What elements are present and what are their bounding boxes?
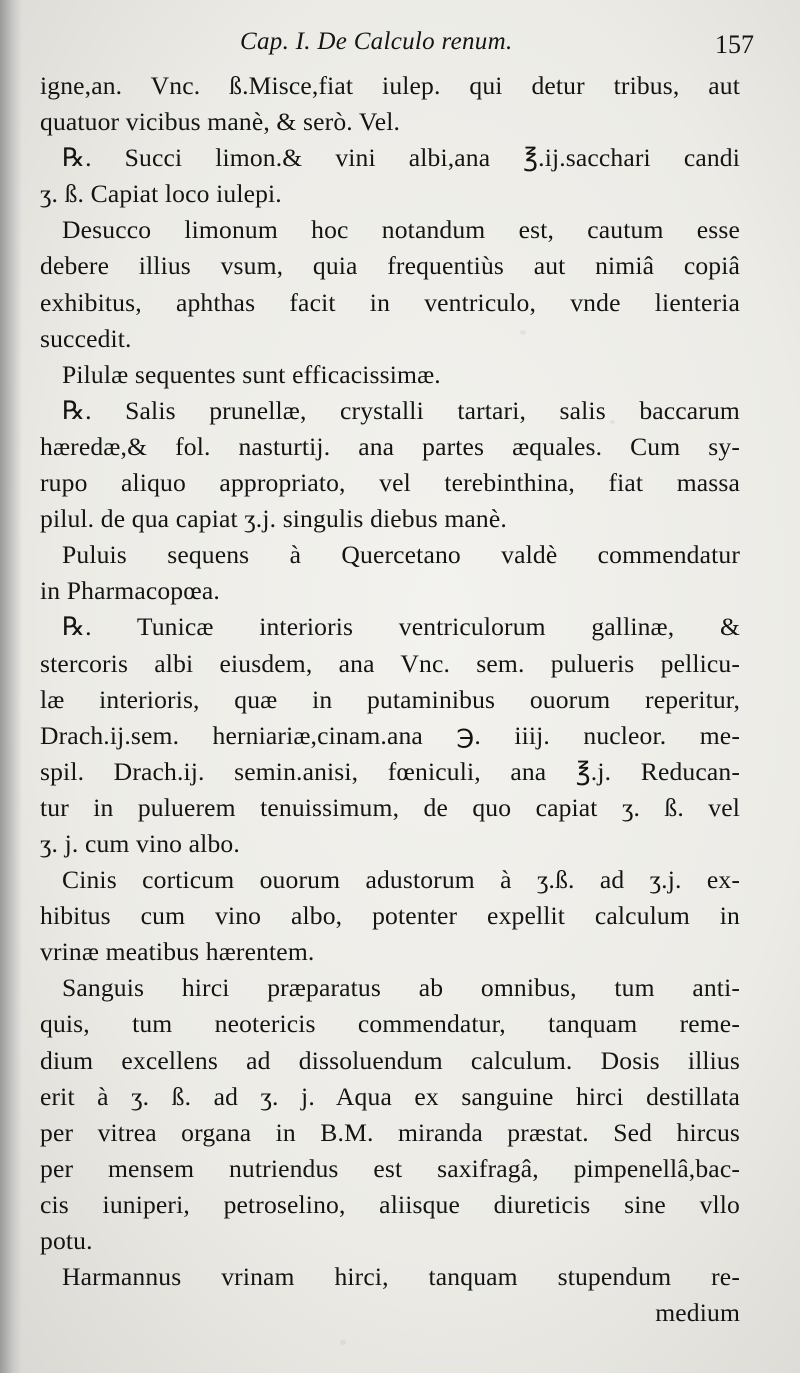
text-line: erit à ʒ. ß. ad ʒ. j. Aqua ex sanguine hirci destillata bbox=[40, 1081, 740, 1111]
text-line: vrinæ meatibus hærentem. bbox=[40, 937, 315, 967]
text-line: rupo aliquo appropriato, vel terebinthina, fiat massa bbox=[40, 468, 740, 498]
text-line: quis, tum neotericis commendatur, tanquam reme- bbox=[40, 1009, 740, 1039]
text-line: quatuor vicibus manè, & serò. Vel. bbox=[40, 107, 401, 137]
text-line: in Pharmacopœa. bbox=[40, 576, 220, 606]
paper-speck bbox=[340, 1340, 346, 1345]
text-line: ℞. Salis prunellæ, crystalli tartari, salis baccarum bbox=[62, 395, 740, 425]
text-line: Pilulæ sequentes sunt efficacissimæ. bbox=[62, 359, 441, 389]
page-number: 157 bbox=[715, 30, 754, 59]
text-line: Desucco limonum hoc notandum est, cautum esse bbox=[62, 215, 740, 245]
text-line: ℞. Succi limon.& vini albi,ana ℥.ij.sacchari candi bbox=[62, 143, 740, 173]
text-line: hæredæ,& fol. nasturtij. ana partes æquales. Cum sy- bbox=[40, 431, 740, 461]
text-line: potu. bbox=[40, 1226, 93, 1255]
text-line: læ interioris, quæ in putaminibus ouorum reperitur, bbox=[40, 684, 740, 714]
text-line: Cinis corticum ouorum adustorum à ʒ.ß. ad ʒ.j. ex- bbox=[62, 865, 740, 895]
text-line: succedit. bbox=[40, 323, 132, 353]
text-line: stercoris albi eiusdem, ana Vnc. sem. pulueris pellicu- bbox=[40, 648, 740, 678]
text-line: dium excellens ad dissoluendum calculum. Dosis illius bbox=[40, 1045, 740, 1075]
text-line: ʒ. j. cum vino albo. bbox=[40, 828, 240, 858]
text-line: ʒ. ß. Capiat loco iulepi. bbox=[40, 179, 282, 209]
text-line: Harmannus vrinam hirci, tanquam stupendum re- bbox=[62, 1262, 740, 1292]
text-line: per vitrea organa in B.M. miranda præstat. Sed hircus bbox=[40, 1117, 740, 1147]
catchword: medium bbox=[655, 1298, 740, 1328]
text-line: pilul. de qua capiat ʒ.j. singulis diebus manè. bbox=[40, 504, 507, 534]
text-line: exhibitus, aphthas facit in ventriculo, vnde lienteria bbox=[40, 287, 740, 317]
text-line: cis iuniperi, petroselino, aliisque diureticis sine vllo bbox=[40, 1189, 740, 1219]
page-header bbox=[40, 18, 754, 64]
text-line: Puluis sequens à Quercetano valdè commendatur bbox=[62, 540, 740, 570]
text-line: igne,an. Vnc. ß.Misce,fiat iulep. qui detur tribus, aut bbox=[40, 71, 740, 100]
text-line: spil. Drach.ij. semin.anisi, fœniculi, ana ℥.j. Reducan- bbox=[40, 756, 740, 786]
text-line: hibitus cum vino albo, potenter expellit calculum in bbox=[40, 901, 740, 931]
running-head: Cap. I. De Calculo renum. bbox=[240, 28, 513, 55]
text-line: per mensem nutriendus est saxifragâ, pimpenellâ,bac- bbox=[40, 1153, 740, 1183]
text-line: Drach.ij.sem. herniariæ,cinam.ana ℈. iiij. nucleor. me- bbox=[40, 720, 740, 750]
text-line: Sanguis hirci præparatus ab omnibus, tum anti- bbox=[62, 973, 740, 1003]
text-line: tur in puluerem tenuissimum, de quo capiat ʒ. ß. vel bbox=[40, 792, 740, 822]
body-text bbox=[40, 68, 740, 1331]
text-line: debere illius vsum, quia frequentiùs aut nimiâ copiâ bbox=[40, 251, 740, 281]
text-line: ℞. Tunicæ interioris ventriculorum gallinæ, & bbox=[62, 612, 740, 642]
